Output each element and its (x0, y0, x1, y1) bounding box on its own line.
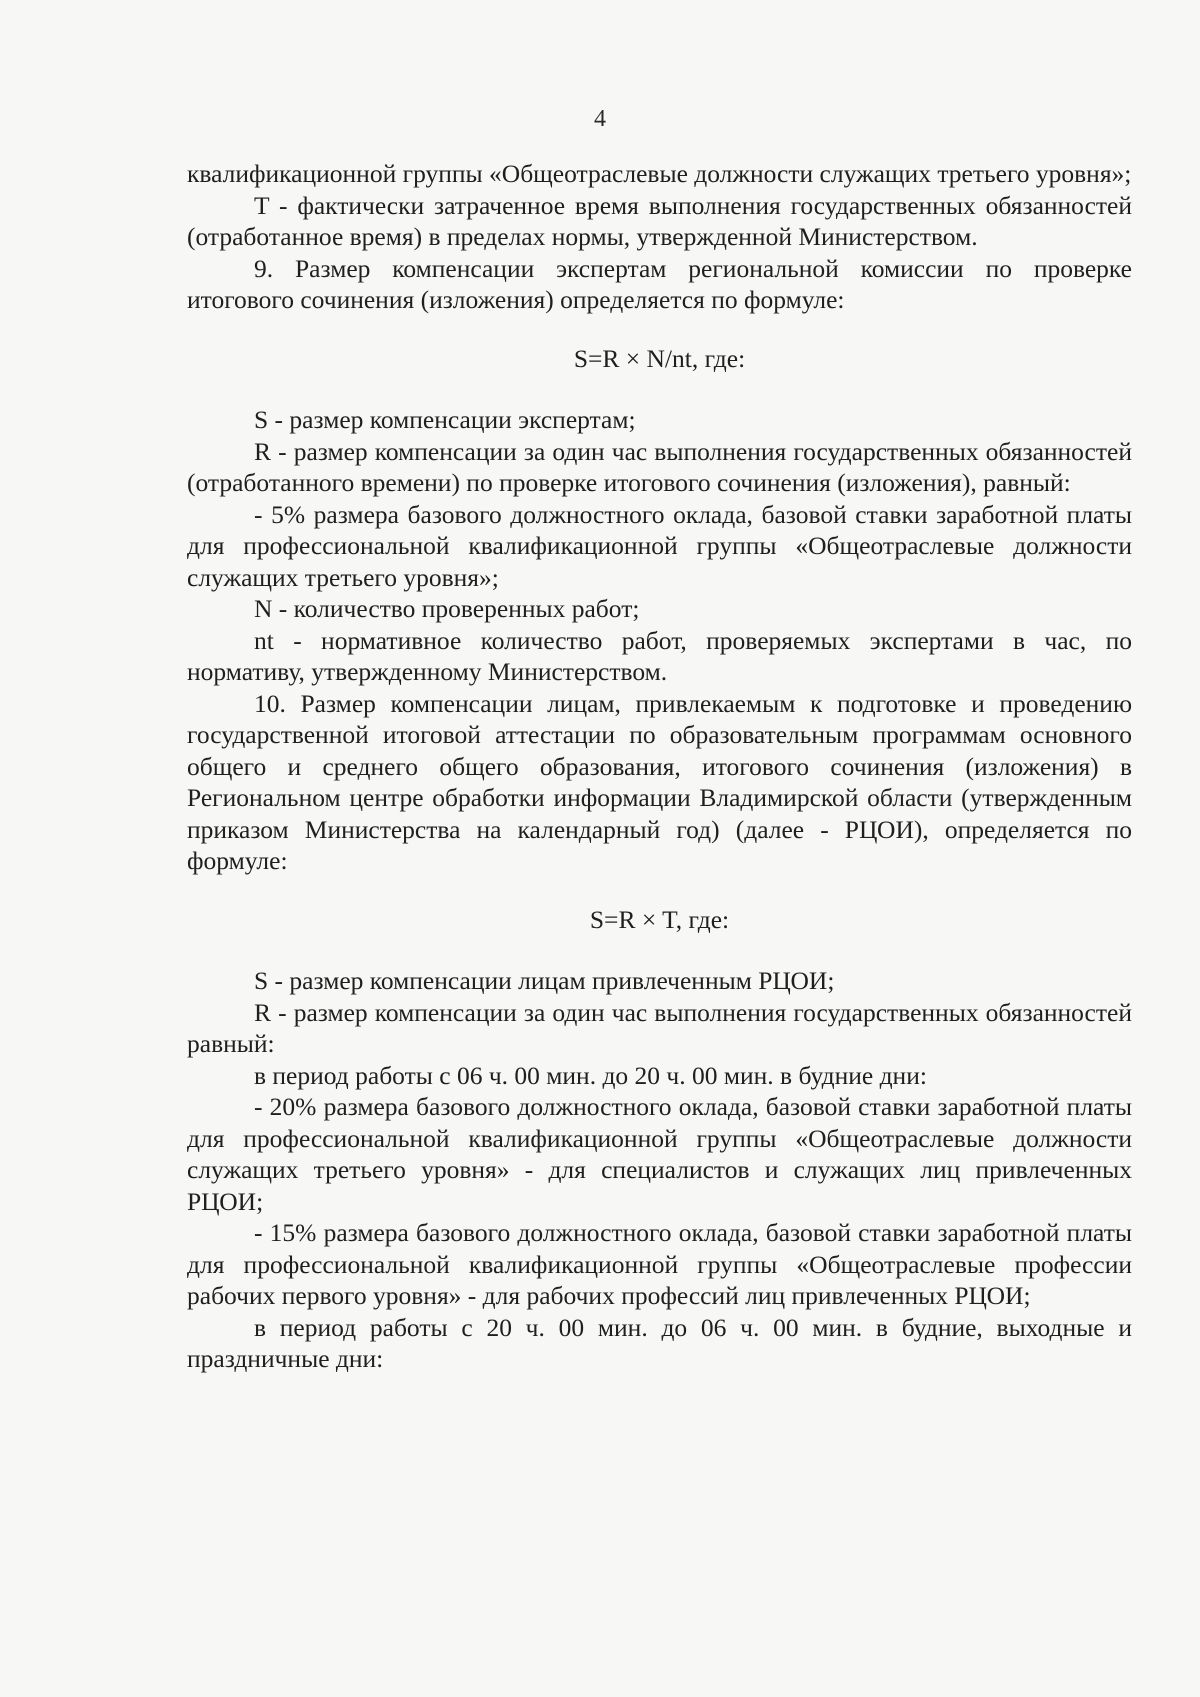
paragraph-s-rcoi: S - размер компенсации лицам привлеченным РЦОИ; (254, 966, 835, 995)
paragraph-item-10: 10. Размер компенсации лицам, привлекаемым к подготовке и проведению государственной итоговой аттестации по образовательным программам основного общего и среднего общего образования, итогового сочинения (изложения) в Региональном центре обработки информации Владимирской области (утвержденным приказом Министерства на календарный год) (далее - РЦОИ), определяется по формуле: (187, 688, 1132, 875)
page-number: 4 (594, 106, 606, 132)
paragraph-5-percent: - 5% размера базового должностного оклада, базовой ставки заработной платы для профессиональной квалификационной группы «Общеотраслевые должности служащих третьего уровня»; (187, 499, 1132, 592)
paragraph-continuation: квалификационной группы «Общеотраслевые должности служащих третьего уровня»; (187, 159, 1132, 188)
paragraph-r-definition: R - размер компенсации за один час выполнения государственных обязанностей (отработанного времени) по проверке итогового сочинения (изложения), равный: (187, 436, 1132, 497)
paragraph-s-definition: S - размер компенсации экспертам; (254, 405, 636, 434)
paragraph-daytime-period: в период работы с 06 ч. 00 мин. до 20 ч. 00 мин. в будние дни: (254, 1060, 927, 1090)
paragraph-20-percent: - 20% размера базового должностного оклада, базовой ставки заработной платы для профессиональной квалификационной группы «Общеотраслевые должности служащих третьего уровня» - для специалистов и служащих лиц привлеченных РЦОИ; (187, 1092, 1132, 1216)
paragraph-nt-definition: nt - нормативное количество работ, проверяемых экспертами в час, по нормативу, утвержденному Министерством. (187, 625, 1132, 686)
paragraph-r-rcoi: R - размер компенсации за один час выполнения государственных обязанностей равный: (187, 997, 1132, 1058)
paragraph-n-definition: N - количество проверенных работ; (254, 594, 640, 623)
paragraph-t-definition: T - фактически затраченное время выполнения государственных обязанностей (отработанное время) в пределах нормы, утвержденной Министерством. (187, 190, 1132, 251)
paragraph-item-9: 9. Размер компенсации экспертам региональной комиссии по проверке итогового сочинения (изложения) определяется по формуле: (187, 253, 1132, 314)
document-body (187, 158, 1132, 1375)
paragraph-night-period: в период работы с 20 ч. 00 мин. до 06 ч. 00 мин. в будние, выходные и праздничные дни: (187, 1312, 1132, 1373)
formula-experts: S=R × N/nt, где: (573, 343, 746, 373)
formula-rcoi: S=R × T, где: (589, 904, 730, 934)
paragraph-15-percent: - 15% размера базового должностного оклада, базовой ставки заработной платы для профессиональной квалификационной группы «Общеотраслевые профессии рабочих первого уровня» - для рабочих профессий лиц привлеченных РЦОИ; (187, 1218, 1132, 1310)
